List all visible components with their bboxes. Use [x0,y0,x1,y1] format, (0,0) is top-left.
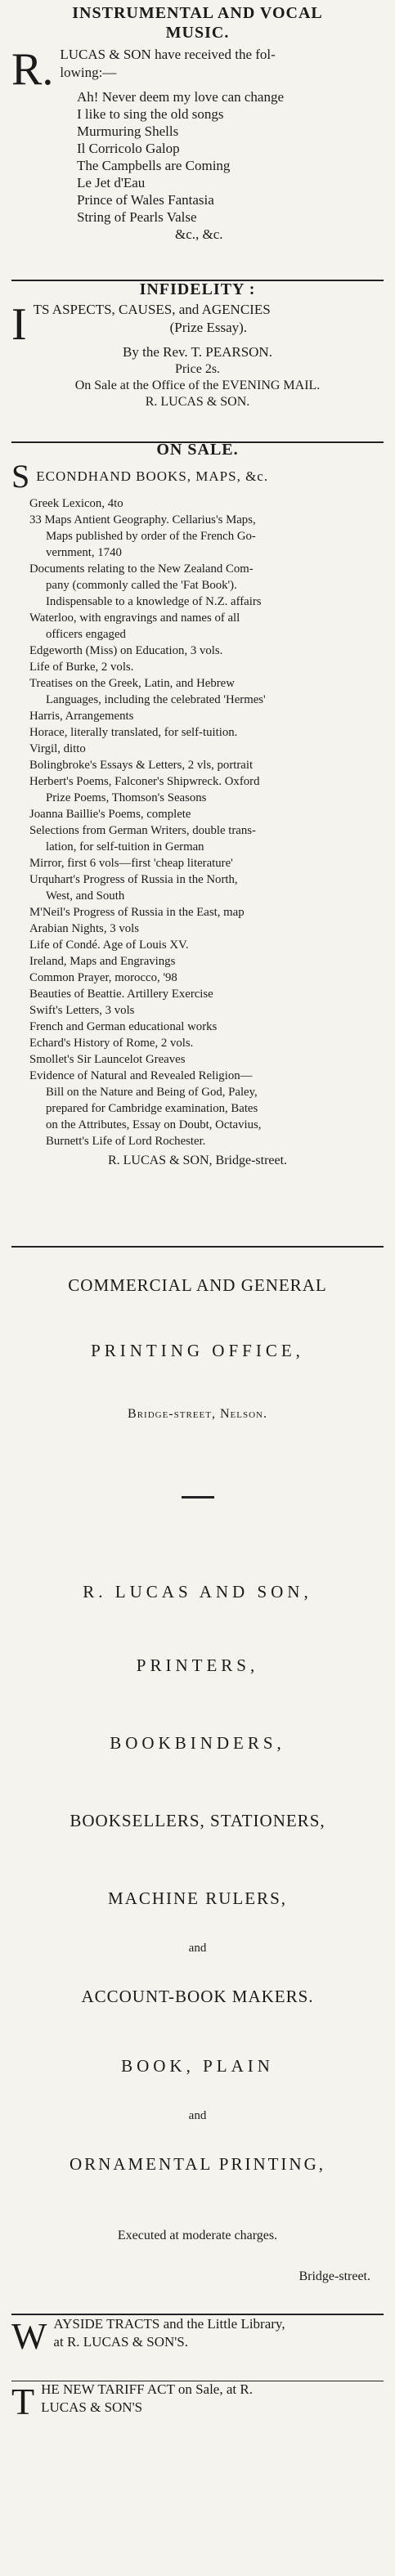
list-item: Burnett's Life of Lord Rochester. [46,1135,206,1148]
onsale-heading-row [11,458,384,495]
printing-line2: PRINTING OFFICE, [91,1341,304,1360]
onsale-dropcap: S [11,458,30,495]
music-title-line1: INSTRUMENTAL AND VOCAL [72,4,323,22]
list-item: Urquhart's Progress of Russia in the North, [29,873,238,886]
music-intro-line1: LUCAS & SON have received the fol- [60,47,276,62]
list-item: Le Jet d'Eau [77,175,146,190]
list-item: Horace, literally translated, for self-tuition. [29,726,238,739]
list-item: Smollet's Sir Launcelot Greaves [29,1053,186,1066]
books-list [29,495,384,1149]
list-item: pany (commonly called the 'Fat Book'). [46,579,237,592]
list-item: West, and South [46,889,125,903]
printing-line1: COMMERCIAL AND GENERAL [68,1275,327,1295]
onsale-heading: ECONDHAND BOOKS, MAPS, &c. [36,468,269,484]
and-word: and [188,1942,207,1955]
wayside-line1: AYSIDE TRACTS and the Little Library, [53,2316,285,2332]
printers-line: PRINTERS, [136,1655,259,1675]
list-item: Evidence of Natural and Revealed Religion— [29,1069,253,1082]
wayside-advert [11,2315,384,2357]
list-item: Ireland, Maps and Engravings [29,955,176,968]
bookbinders-line: BOOKBINDERS, [110,1733,285,1753]
wayside-dropcap: W [11,2315,47,2357]
list-item: French and German educational works [29,1020,218,1033]
onsale-signature: R. LUCAS & SON, Bridge-street. [107,1154,288,1167]
list-item: Virgil, ditto [29,742,86,755]
list-item: Greek Lexicon, 4to [29,497,123,510]
infidelity-price: Price 2s. [174,362,221,376]
list-item: Bolingbroke's Essays & Letters, 2 vls, portrait [29,759,254,772]
list-item: Edgeworth (Miss) on Education, 3 vols. [29,644,223,657]
firm-name: R. LUCAS AND SON, [83,1582,312,1602]
machine-line: MACHINE RULERS, [107,1888,287,1908]
list-item: officers engaged [46,628,126,641]
tariff-line1: HE NEW TARIFF ACT on Sale, at R. [41,2381,253,2397]
onsale-advert [11,440,384,1169]
infidelity-signature: R. LUCAS & SON. [145,395,250,409]
list-item: Common Prayer, morocco, '98 [29,971,177,984]
list-item: Murmuring Shells [77,123,179,139]
music-title-line2: MUSIC. [165,24,230,42]
music-advert [11,3,384,243]
list-item: Joanna Baillie's Poems, complete [29,808,191,821]
list-item: Prize Poems, Thomson's Seasons [46,791,207,804]
list-item: Maps published by order of the French Go- [46,530,256,543]
printing-address: Bridge-street, Nelson. [128,1407,267,1421]
infidelity-intro [11,299,384,350]
list-item: Indispensable to a knowledge of N.Z. affairs [46,595,262,608]
list-item: Beauties of Beattie. Artillery Exercise [29,988,213,1001]
list-item: Ah! Never deem my love can change [77,89,284,105]
list-item: Life of Burke, 2 vols. [29,661,134,674]
list-item: String of Pearls Valse [77,209,197,225]
list-item: M'Neil's Progress of Russia in the East, map [29,906,245,919]
list-item: vernment, 1740 [46,546,122,559]
infidelity-dropcap: I [11,299,27,350]
list-item: Treatises on the Greek, Latin, and Hebrew [29,677,235,690]
bridge-street: Bridge-street. [298,2269,370,2283]
bookplain-line: BOOK, PLAIN [121,2056,274,2076]
tariff-advert [11,2381,384,2422]
list-item: Mirror, first 6 vols—first 'cheap literature' [29,857,233,870]
list-item: Harris, Arrangements [29,710,134,723]
account-line: ACCOUNT-BOOK MAKERS. [81,1987,314,2006]
onsale-title: ON SALE. [156,441,239,459]
list-item: The Campbells are Coming [77,158,231,173]
executed-line: Executed at moderate charges. [117,2229,278,2242]
wayside-line2: at R. LUCAS & SON'S. [53,2334,189,2350]
ornamental-line: ORNAMENTAL PRINTING, [69,2154,326,2174]
ornament-rule [11,1496,384,1499]
list-item: lation, for self-tuition in German [46,840,204,853]
list-item: Swift's Letters, 3 vols [29,1004,135,1017]
list-item: Arabian Nights, 3 vols [29,922,139,935]
list-item: Bill on the Nature and Being of God, Paley, [46,1086,258,1099]
infidelity-sale: On Sale at the Office of the EVENING MAIL. [74,379,321,392]
list-item: on the Attributes, Essay on Doubt, Octavius, [46,1118,262,1131]
list-item: 33 Maps Antient Geography. Cellarius's Maps, [29,513,256,526]
list-item: Echard's History of Rome, 2 vols. [29,1037,194,1050]
music-etc: &c., &c. [175,226,223,242]
infidelity-author: By the Rev. T. PEARSON. [123,344,272,360]
music-intro [11,44,384,95]
infidelity-line2: (Prize Essay). [169,320,248,335]
list-item: Documents relating to the New Zealand Com- [29,562,254,576]
list-item: Il Corricolo Galop [77,141,180,156]
music-intro-line2: lowing:— [60,65,117,80]
and-word: and [188,2109,207,2122]
infidelity-title: INFIDELITY : [139,280,256,298]
infidelity-advert [11,280,384,410]
list-item: Prince of Wales Fantasia [77,192,214,208]
list-item: Selections from German Writers, double trans- [29,824,256,837]
list-item: Herbert's Poems, Falconer's Shipwreck. Oxford [29,775,260,788]
list-item: I like to sing the old songs [77,106,224,122]
list-item: Life of Condé. Age of Louis XV. [29,939,189,952]
tariff-dropcap: T [11,2381,35,2422]
list-item: Waterloo, with engravings and names of all [29,612,240,625]
music-list [77,88,384,243]
booksellers-line: BOOKSELLERS, STATIONERS, [70,1811,325,1830]
divider [11,1246,384,1248]
list-item: Languages, including the celebrated 'Hermes' [46,693,266,706]
infidelity-line1: TS ASPECTS, CAUSES, and AGENCIES [33,302,271,317]
list-item: prepared for Cambridge examination, Bates [46,1102,258,1115]
tariff-line2: LUCAS & SON'S [41,2399,143,2415]
music-dropcap: R. [11,44,54,95]
